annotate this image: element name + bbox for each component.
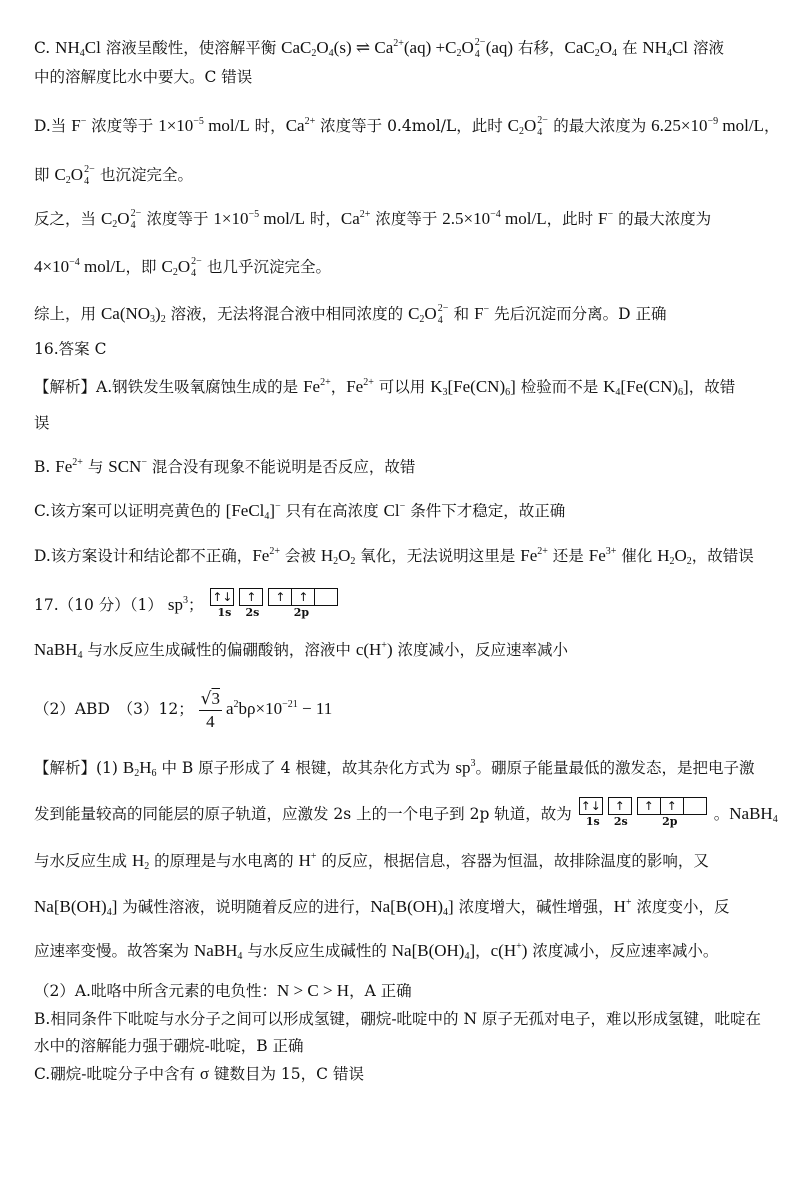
orbital-diagram: ↑↓ ↑ ↑ ↑ 1s 2s 2p xyxy=(210,588,343,619)
text-line: B.相同条件下吡啶与水分子之间可以形成氢键，硼烷-吡啶中的 N 原子无孤对电子，难以形成氢键，吡啶在 xyxy=(34,1010,761,1028)
text-line: D.该方案设计和结论都不正确，$Fe^{2+}$ 会被 $H_2O_2$ 氧化，无法说明这里是 $Fe^{2+}$ 还是 $Fe^{3+}$ 催化 $H_2O_2$，故错误 xyxy=(34,546,754,567)
text-line: 综上，用 $Ca(NO_3)_2$ 溶液，无法将混合液中相同浓度的 $C_2O$ 2− 4 和 F− 先后沉淀而分离。D 正确 xyxy=(34,303,667,326)
text-line: C. $NH_4Cl$ 溶液呈酸性，使溶解平衡 $CaC_2O_4(s)$ ⇌ $Ca^{2+}(aq) +C_2O$ 2− 4 (aq) 右移，$CaC_2O_4$ 在 $NH_4Cl$ 溶液 xyxy=(34,37,724,60)
orbital-2p-box xyxy=(315,589,337,605)
text-line: 与水反应生成 $H_2$ 的原理是与水电离的 H+ 的反应，根据信息，容器为恒温，故排除温度的影响，又 xyxy=(34,851,709,872)
text-line: 即 $C_2O$ 2− 4 也沉淀完全。 xyxy=(34,164,193,187)
orbital-2s-box: ↑ xyxy=(608,797,632,815)
text-line: 【解析】(1) $B_2H_6$ 中 B 原子形成了 4 根键，故其杂化方式为 $sp^3$。硼原子能量最低的激发态，是把电子激 xyxy=(34,758,755,779)
orbital-2p-box: ↑ xyxy=(269,589,292,605)
text-line: 应速率变慢。故答案为 NaBH$_4$ 与水反应生成碱性的 $Na[B(OH)_4]$，c(H+) 浓度减小，反应速率减小。 xyxy=(34,941,719,962)
orbital-2p-box xyxy=(684,798,706,814)
orbital-1s-box: ↑↓ xyxy=(212,590,233,604)
orbital-1s-box: ↑↓ xyxy=(580,799,601,813)
text-line: C.该方案可以证明亮黄色的 [FeCl$_4$]− 只有在高浓度 Cl− 条件下才稳定，故正确 xyxy=(34,501,566,522)
text-line: B. $Fe^{2+}$ 与 SCN− 混合没有现象不能说明是否反应，故错 xyxy=(34,457,416,476)
orbital-2p-box: ↑ xyxy=(661,798,684,814)
answer-17-heading: 17.（10 分）（1） $sp^3$； ↑↓ ↑ ↑ ↑ 1s 2s 2p xyxy=(34,588,770,619)
text-line: 水中的溶解能力强于硼烷-吡啶，B 正确 xyxy=(34,1037,304,1055)
text-line: 反之，当 $C_2O$ 2− 4 浓度等于 $1\times 10^{-5}$ mol/L 时，$Ca^{2+}$ 浓度等于 $2.5\times 10^{-4}$ mol/L，此时 F− 的最大浓度为 xyxy=(34,208,712,231)
text-line: 中的溶解度比水中要大。C 错误 xyxy=(34,68,253,86)
text-line: 【解析】A.钢铁发生吸氧腐蚀生成的是 $Fe^{2+}$，$Fe^{2+}$ 可以用 $K_3[Fe(CN)_6]$ 检验而不是 $K_4[Fe(CN)_6]$，故错 xyxy=(34,377,736,398)
text-line: D.当 F− 浓度等于 $1\times 10^{-5}$ mol/L 时，$Ca^{2+}$ 浓度等于 0.4mol/L，此时 $C_2O$ 2− 4 的最大浓度为 $6.25\times 10^{-9}$ mol/L， xyxy=(34,115,780,138)
orbital-2s-box: ↑ xyxy=(239,588,263,606)
text-line: $4\times 10^{-4}$ mol/L，即 $C_2O$ 2− 4 也几乎沉淀完全。 xyxy=(34,256,332,279)
orbital-2p-box: ↑ xyxy=(638,798,661,814)
text-line: C.硼烷-吡啶分子中含有 σ 键数目为 15，C 错误 xyxy=(34,1064,364,1083)
text-line: 误 xyxy=(34,414,50,432)
text-line: NaBH$_4$ 与水反应生成碱性的偏硼酸钠，溶液中 c(H+) 浓度减小，反应速率减小 xyxy=(34,640,569,661)
text-line: （2）ABD （3）12； $\frac{√3}{4}$ $a^2b\rho\times 10^{-21} - 11$ xyxy=(34,688,333,731)
orbital-2p-box: ↑ xyxy=(292,589,315,605)
answer-16-heading: 16.答案 C xyxy=(34,340,107,358)
orbital-diagram: ↑↓ ↑ ↑ ↑ 1s 2s 2p xyxy=(579,797,712,828)
text-line: 发到能量较高的同能层的原子轨道，应激发 2s 上的一个电子到 2p 轨道，故为 ↑↓ ↑ ↑ ↑ 1s 2s 2p 。NaBH$_4$ xyxy=(34,799,778,828)
text-line: $Na[B(OH)_4]$ 为碱性溶液，说明随着反应的进行，$Na[B(OH)_4]$ 浓度增大，碱性增强，H+ 浓度变小，反 xyxy=(34,897,730,918)
text-line: （2）A.吡咯中所含元素的电负性：N > C > H，A 正确 xyxy=(34,981,412,1000)
